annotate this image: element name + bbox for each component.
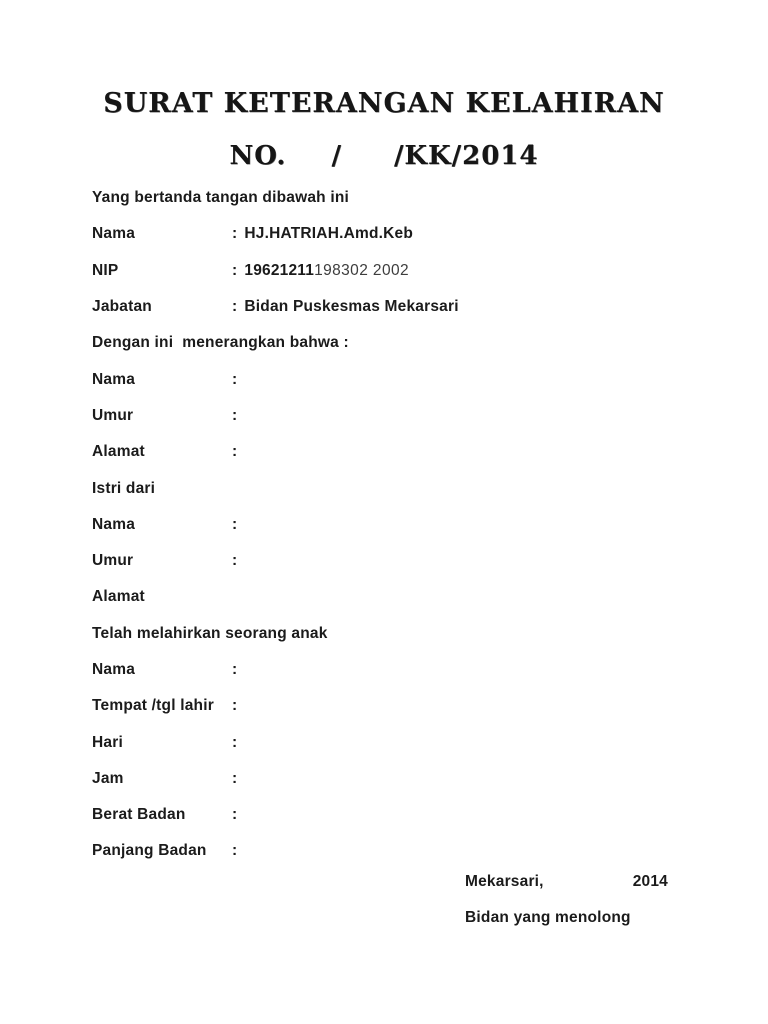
field-colon: : [232, 261, 238, 279]
field-label: Berat Badan [92, 806, 186, 824]
signature-block [465, 864, 668, 936]
istri-dari-text: Istri dari [92, 479, 156, 497]
field-colon: : [232, 697, 238, 715]
field-value: Bidan Puskesmas Mekarsari [244, 298, 459, 316]
field-row-child-jam [92, 761, 708, 797]
signature-place-date-line [465, 864, 668, 900]
field-row-officer-nip [92, 253, 708, 289]
field-row-child-berat-badan [92, 797, 708, 833]
statement-line [92, 325, 708, 361]
field-row-officer-nama [92, 216, 708, 252]
birth-statement-line [92, 616, 708, 652]
field-colon: : [232, 552, 238, 570]
document-title: SURAT KETERANGAN KELAHIRAN [103, 88, 665, 119]
field-label: NIP [92, 261, 119, 279]
doc-no-suffix: /KK/2014 [393, 141, 539, 171]
field-label: Nama [92, 515, 136, 533]
field-label: Umur [92, 406, 134, 424]
signature-role-line [465, 900, 668, 936]
alamat-text: Alamat [92, 588, 145, 606]
field-value: HJ.HATRIAH.Amd.Keb [244, 225, 414, 243]
field-row-mother-alamat [92, 434, 708, 470]
field-row-child-nama [92, 652, 708, 688]
doc-no-label: NO. [229, 141, 287, 171]
field-colon: : [232, 806, 238, 824]
field-colon: : [232, 370, 238, 388]
field-label: Umur [92, 552, 134, 570]
field-colon: : [232, 769, 238, 787]
intro-text: Yang bertanda tangan dibawah ini [92, 189, 350, 207]
field-label: Jabatan [92, 298, 152, 316]
field-row-officer-jabatan [92, 289, 708, 325]
doc-no-slash: / [331, 141, 342, 171]
field-colon: : [232, 842, 238, 860]
field-label: Nama [92, 661, 136, 678]
statement-text: Dengan ini menerangkan bahwa : [92, 334, 349, 352]
field-label: Panjang Badan [92, 842, 207, 860]
field-colon: : [232, 443, 238, 461]
field-colon: : [232, 661, 238, 678]
field-label: Alamat [92, 443, 145, 461]
field-row-husband-nama [92, 507, 708, 543]
field-colon: : [232, 515, 238, 533]
field-label: Tempat /tgl lahir [92, 697, 214, 715]
field-colon: : [232, 298, 238, 316]
field-label: Jam [92, 769, 124, 787]
field-row-mother-nama [92, 361, 708, 397]
field-label: Nama [92, 370, 136, 388]
field-value-nip-rest: 198302 2002 [314, 261, 410, 279]
field-label: Hari [92, 733, 123, 751]
document-body [92, 180, 708, 870]
field-row-child-tempat-tgl-lahir [92, 688, 708, 724]
field-colon: : [232, 733, 238, 751]
signature-role: Bidan yang menolong [465, 909, 631, 926]
field-row-child-hari [92, 724, 708, 760]
document-number-line [0, 141, 768, 171]
signature-year: 2014 [632, 873, 668, 890]
istri-dari-line [92, 470, 708, 506]
birth-statement-text: Telah melahirkan seorang anak [92, 624, 328, 642]
field-row-husband-umur [92, 543, 708, 579]
intro-line [92, 180, 708, 216]
field-label: Nama [92, 225, 136, 243]
signature-place: Mekarsari, [465, 873, 544, 890]
field-colon: : [232, 406, 238, 424]
field-value-nip-bold: 19621211 [244, 261, 315, 279]
alamat-line [92, 579, 708, 615]
field-row-mother-umur [92, 398, 708, 434]
field-colon: : [232, 225, 238, 243]
